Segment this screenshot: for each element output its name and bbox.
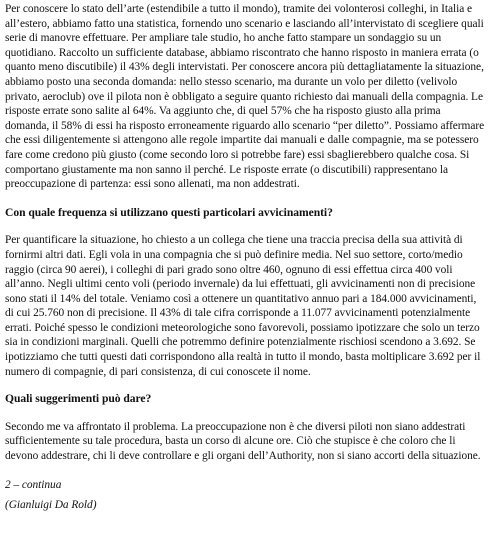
frequency-paragraph: Per quantificare la situazione, ho chiesto a un collega che tiene una traccia precisa della sua attività di fornirmi altri dati. Egli vola in una compagnia che si può definire media. Nel suo settore, corto/medio raggio (circa 90 aerei), i colleghi di pari grado sono oltre 460, ognuno di essi effettua circa 400 voli all’anno. Negli ultimi cento voli (periodo invernale) da lui effettuati, gli avvicinamenti non di precisione sono stati il 14% del totale. Veniamo così a ottenere un quantitativo annuo pari a 184.000 avvicinamenti, di cui 25.760 non di precisione. Il 43% di tale cifra corrisponde a 11.077 avvicinamenti potenzialmente errati. Poiché spesso le condizioni meteorologiche sono favorevoli, possiamo ipotizzare che solo un terzo sia in condizioni marginali. Quelli che potremmo definire potenzialmente rischiosi scendono a 3.692. Se ipotizziamo che tutti questi dati corrispondono alla realtà in tutto il mondo, basta moltiplicare 3.692 per il numero di compagnie, di pari consistenza, di cui conoscete il nome.: [5, 234, 481, 378]
section-heading-frequency: Con quale frequenza si utilizzano questi particolari avvicinamenti?: [5, 205, 333, 219]
suggestions-paragraph: Secondo me va affrontato il problema. La preoccupazione non è che diversi piloti non siano addestrati sufficientemente su tale procedura, basta un corso di alcune ore. Ciò che stupisce è che coloro che li devono addestrare, chi li deve controllare e gli organi dell’Authority, non si siano accorti della situazione.: [5, 420, 481, 463]
author-signature: (Gianluigi Da Rold): [5, 499, 97, 512]
continuation-note: 2 – continua: [5, 478, 62, 491]
section-heading-suggestions: Quali suggerimenti può dare?: [5, 392, 152, 406]
article-body: [5, 0, 487, 513]
intro-paragraph: Per conoscere lo stato dell’arte (estendibile a tutto il mondo), tramite dei volonterosi colleghi, in Italia e all’estero, abbiamo fatto una statistica, fornendo uno scenario e lasciando all’intervistato di scegliere quali serie di manovre effettuare. Per ampliare tale studio, ho anche fatto stampare un sondaggio su un quotidiano. Raccolto un sufficiente database, abbiamo riscontrato che hanno risposto in maniera errata (o quanto meno discutibile) il 43% degli intervistati. Per conoscere ancora più dettagliatamente la situazione, abbiamo posto una seconda domanda: nello stesso scenario, ma durante un volo per diletto (velivolo privato, aeroclub) ove il pilota non è obbligato a seguire quanto richiesto dai manuali della compagnia. Le risposte errate sono salite al 64%. Va aggiunto che, di quel 57% che ha risposto giusto alla prima domanda, il 58% di essi ha risposto erroneamente riguardo allo scenario “per diletto”. Possiamo affermare che essi diligentemente si attengono alle regole impartite dai manuali e dalle compagnie, ma se potessero fare come credono più giusto (come secondo loro si potrebbe fare) essi sbaglierebbero qualche cosa. Si comportano giustamente ma non sanno il perché. Le risposte errate (o discutibili) rappresentano la preoccupazione di partenza: essi sono allenati, ma non addestrati.: [5, 3, 485, 191]
